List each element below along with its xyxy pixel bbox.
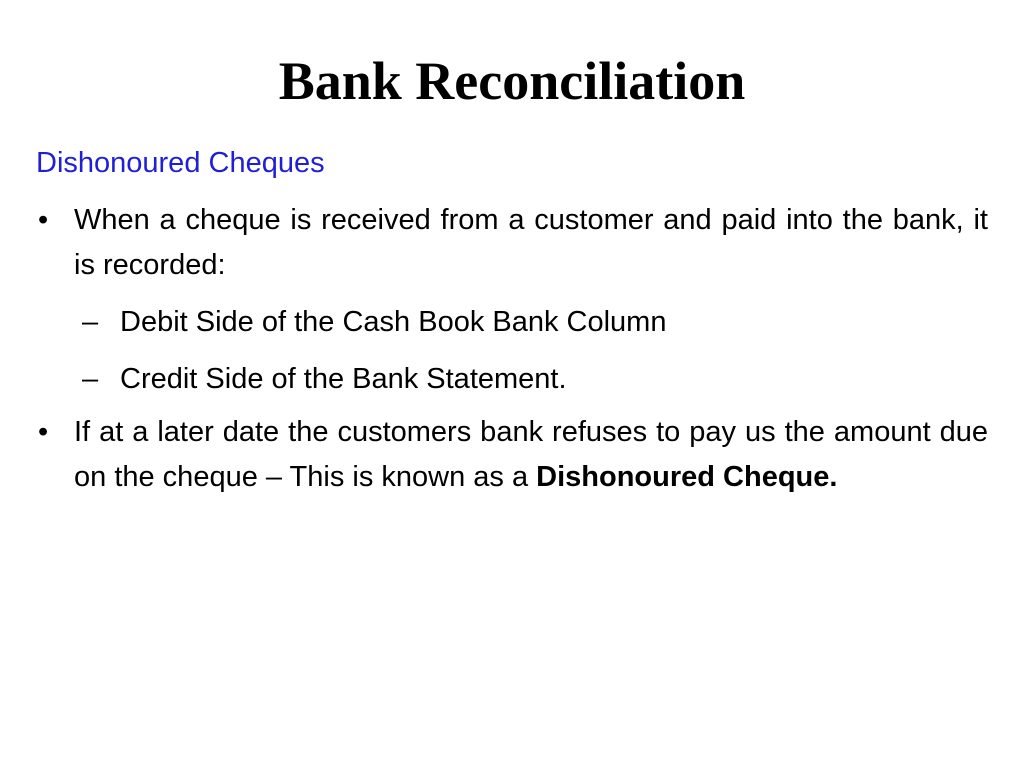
bullet-icon: • <box>38 204 49 236</box>
sub-bullet-item <box>36 357 988 402</box>
section-heading: Dishonoured Cheques <box>36 147 325 179</box>
bullet-item <box>36 198 988 288</box>
sub-bullet-item <box>36 300 988 345</box>
slide-title: Bank Reconciliation <box>278 51 746 111</box>
emphasis-term: Dishonoured Cheque. <box>536 461 838 493</box>
dash-icon: – <box>82 306 99 338</box>
bullet-icon: • <box>38 416 49 448</box>
bullet-item <box>36 410 988 500</box>
bullet-text: If at a later date the customers bank refuses to pay us the amount due on the cheque – This is known as a <box>74 416 988 493</box>
sub-bullet-text: Debit Side of the Cash Book Bank Column <box>120 306 667 338</box>
dash-icon: – <box>82 363 99 395</box>
slide-body <box>36 141 988 500</box>
bullet-text: When a cheque is received from a customer and paid into the bank, it is recorded: <box>74 204 988 281</box>
sub-bullet-text: Credit Side of the Bank Statement. <box>120 363 567 395</box>
